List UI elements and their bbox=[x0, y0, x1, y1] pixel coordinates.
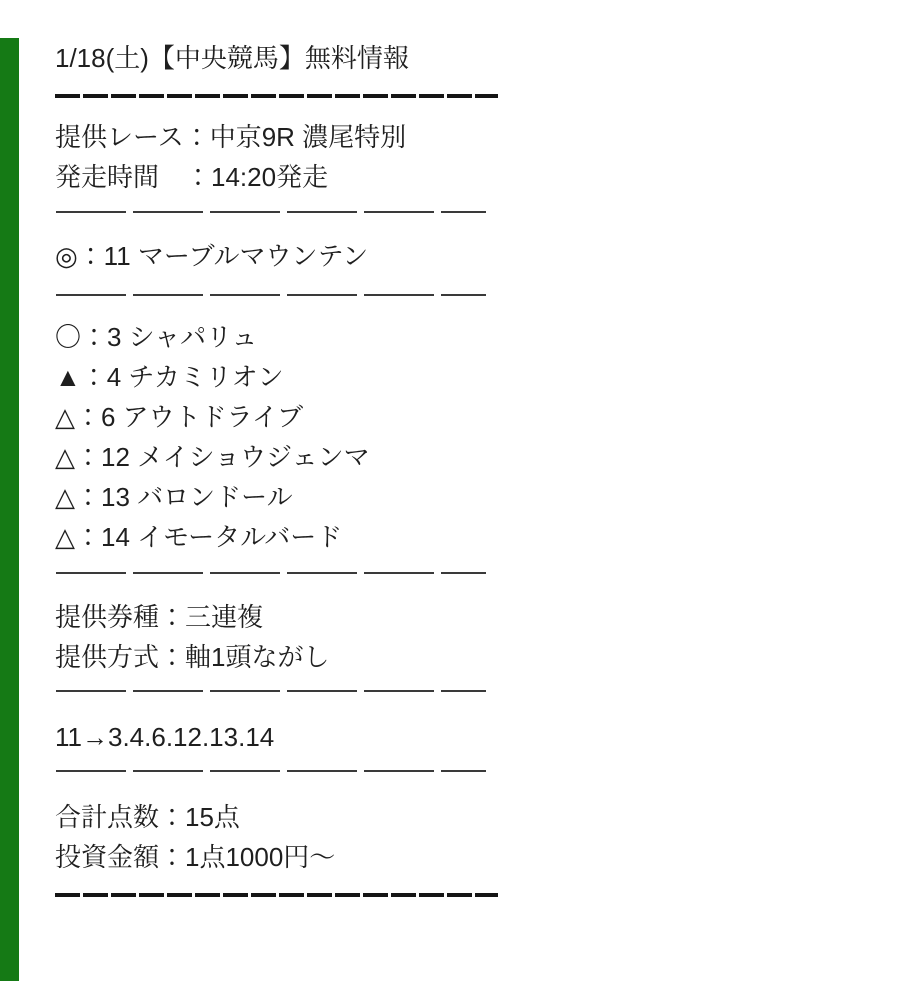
pick-line: ▲：4 チカミリオン bbox=[55, 362, 284, 392]
investment-line: 投資金額：1点1000円〜 bbox=[55, 842, 336, 872]
start-time-line: 発走時間 ：14:20発走 bbox=[55, 162, 329, 192]
ticket-type-line: 提供券種：三連複 bbox=[55, 602, 264, 632]
main-pick-line: ◎：11 マーブルマウンテン bbox=[55, 241, 369, 271]
race-info-section bbox=[55, 117, 505, 197]
separator-thin bbox=[56, 690, 486, 692]
method-line: 提供方式：軸1頭ながし bbox=[55, 642, 330, 672]
free-info-content bbox=[55, 38, 505, 897]
pick-line: △：13 バロンドール bbox=[55, 482, 293, 512]
race-line: 提供レース：中京9R 濃尾特別 bbox=[55, 122, 407, 152]
page-title: 1/18(土)【中央競馬】無料情報 bbox=[55, 43, 409, 73]
main-pick-section bbox=[55, 236, 505, 276]
accent-bar bbox=[0, 38, 19, 981]
totals-section bbox=[55, 797, 505, 877]
separator-thick-bottom bbox=[55, 893, 498, 897]
other-picks-section bbox=[55, 317, 505, 557]
bet-info-section bbox=[55, 597, 505, 677]
formula-section bbox=[55, 717, 505, 757]
pick-line: △：14 イモータルバード bbox=[55, 522, 343, 552]
separator-thin bbox=[56, 770, 486, 772]
separator-thin bbox=[56, 294, 486, 296]
pick-line: △：6 アウトドライブ bbox=[55, 402, 304, 432]
separator-thin bbox=[56, 211, 486, 213]
separator-thick-top bbox=[55, 94, 498, 98]
separator-thin bbox=[56, 572, 486, 574]
pick-line: △：12 メイショウジェンマ bbox=[55, 442, 370, 472]
total-points-line: 合計点数：15点 bbox=[55, 802, 240, 832]
formula-line: 11→3.4.6.12.13.14 bbox=[55, 722, 275, 752]
pick-line: 〇：3 シャパリュ bbox=[55, 322, 258, 352]
